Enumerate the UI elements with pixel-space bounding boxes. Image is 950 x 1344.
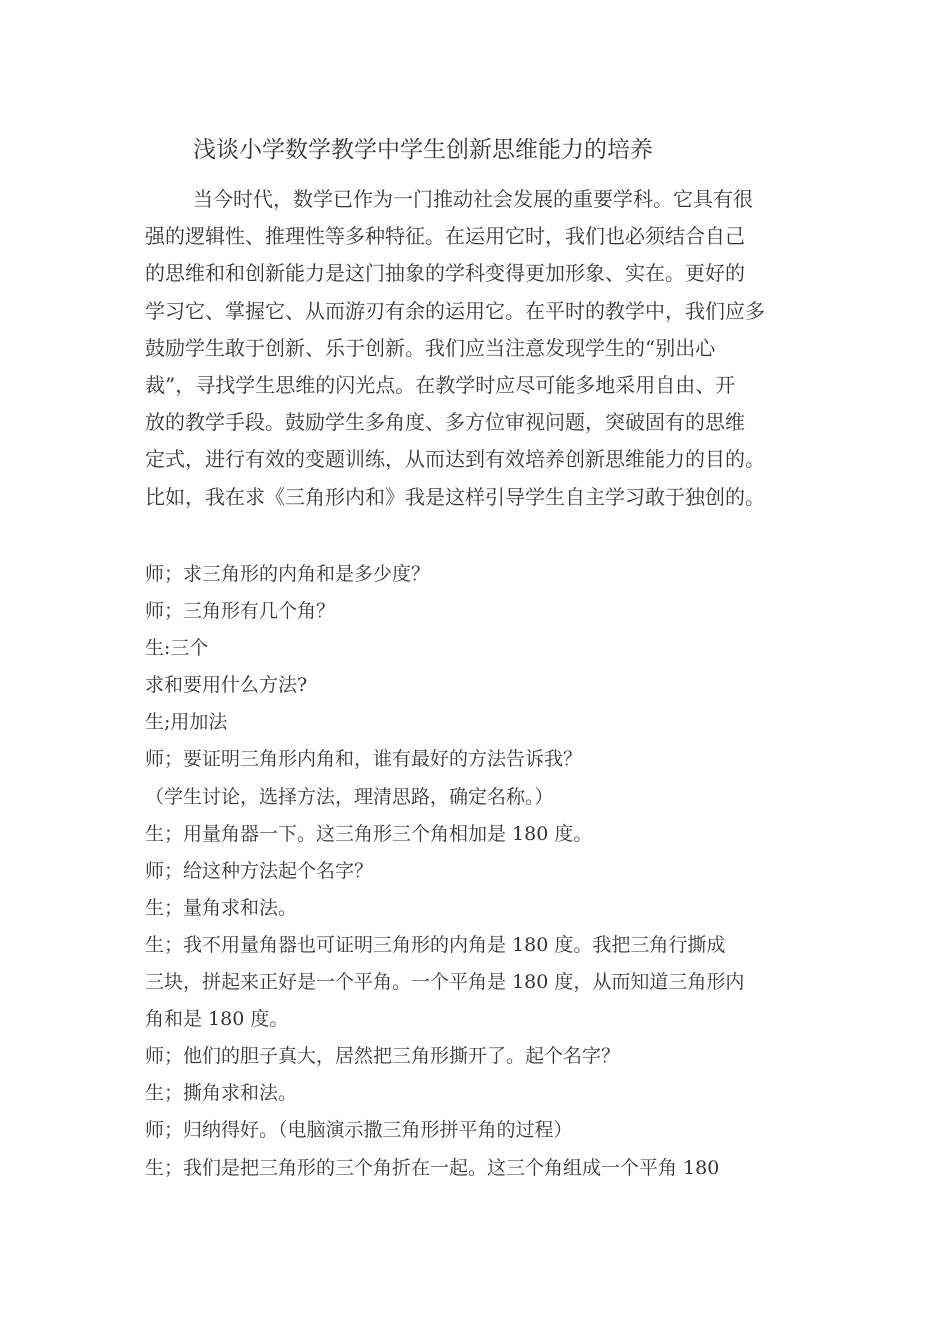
intro-line: 强的逻辑性、推理性等多种特征。在运用它时，我们也必须结合自己 (145, 224, 745, 249)
dialogue-line: 师；要证明三角形内角和，谁有最好的方法告诉我？ (145, 748, 583, 771)
dialogue-line: 师；归纳得好。（电脑演示撒三角形拼平角的过程） (145, 1119, 573, 1142)
dialogue-line: （学生讨论，选择方法，理清思路，确定名称。） (145, 785, 554, 808)
dialogue-line: 生；量角求和法。 (145, 896, 298, 919)
dialogue-line: 三块，拼起来正好是一个平角。一个平角是 180 度，从而知道三角形内 (145, 971, 745, 994)
intro-line: 定式，进行有效的变题训练，从而达到有效培养创新思维能力的目的。 (145, 447, 765, 472)
intro-line: 裁”，寻找学生思维的闪光点。在教学时应尽可能多地采用自由、开 (145, 372, 736, 397)
intro-line: 鼓励学生敢于创新、乐于创新。我们应当注意发现学生的“别出心 (145, 335, 716, 360)
dialogue-line: 师；三角形有几个角？ (145, 600, 336, 623)
dialogue-line: 生；我们是把三角形的三个角折在一起。这三个角组成一个平角 180 (145, 1156, 720, 1179)
intro-line: 的思维和和创新能力是这门抽象的学科变得更加形象、实在。更好的 (145, 261, 745, 286)
dialogue-line: 生；用量角器一下。这三角形三个角相加是 180 度。 (145, 822, 593, 845)
dialogue-line: 师；求三角形的内角和是多少度？ (145, 563, 431, 585)
dialogue-line: 生；我不用量角器也可证明三角形的内角是 180 度。我把三角行撕成 (145, 933, 726, 956)
dialogue-line: 生；撕角求和法。 (145, 1082, 298, 1105)
document-title: 浅谈小学数学教学中学生创新思维能力的培养 (193, 137, 653, 163)
intro-line: 比如，我在求《三角形内和》我是这样引导学生自主学习敢于独创的。 (145, 484, 765, 509)
intro-paragraph (145, 181, 820, 516)
dialogue-line: 师；他们的胆子真大，居然把三角形撕开了。起个名字？ (145, 1045, 621, 1068)
intro-line: 放的教学手段。鼓励学生多角度、多方位审视问题，突破固有的思维 (145, 410, 745, 435)
dialogue-line: 生:三个 (145, 637, 209, 660)
dialogue-line: 师；给这种方法起个名字？ (145, 859, 374, 882)
dialogue-line: 生;用加法 (145, 711, 228, 734)
intro-line: 学习它、掌握它、从而游刃有余的运用它。在平时的教学中，我们应多 (145, 298, 765, 323)
intro-line: 当今时代，数学已作为一门推动社会发展的重要学科。它具有很 (193, 187, 753, 211)
dialogue-section (145, 556, 825, 1187)
dialogue-line: 角和是 180 度。 (145, 1008, 289, 1031)
dialogue-line: 求和要用什么方法? (145, 674, 308, 697)
